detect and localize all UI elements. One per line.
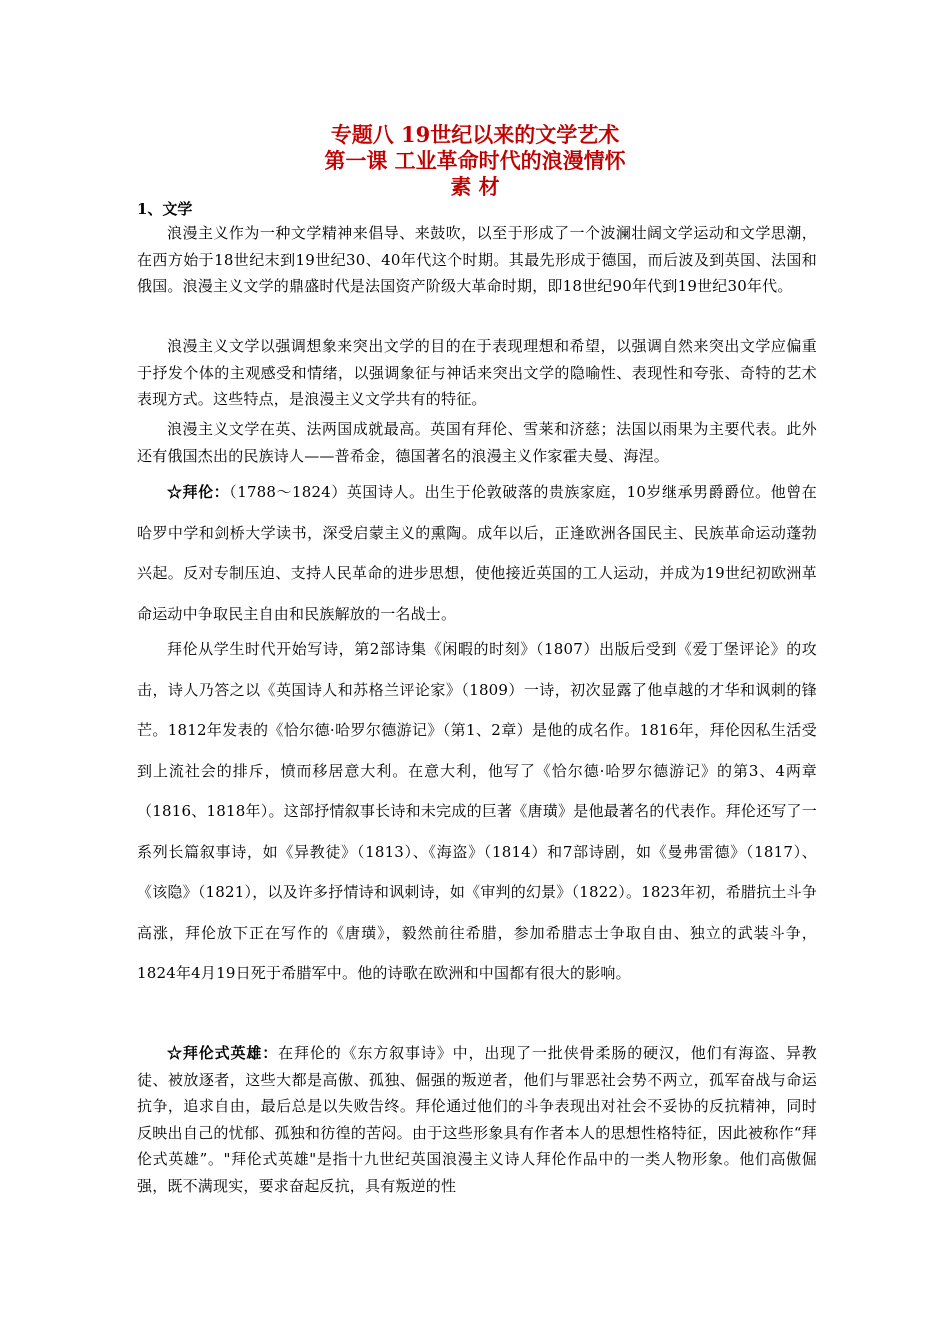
paragraph-romanticism-intro: 浪漫主义作为一种文学精神来倡导、来鼓吹，以至于形成了一个波澜壮阔文学运动和文学思潮，在西方始于18世纪末到19世纪30、40年代这个时期。其最先形成于德国，而后波及到英国、法国和俄国。浪漫主义文学的鼎盛时代是法国资产阶级大革命时期，即18世纪90年代到19世纪30年代。 <box>137 224 817 295</box>
paragraph-byron-bio <box>137 472 817 634</box>
byron-bio-text: （1788～1824）英国诗人。出生于伦敦破落的贵族家庭，10岁继承男爵爵位。他曾在哈罗中学和剑桥大学读书，深受启蒙主义的熏陶。成年以后，正逢欧洲各国民主、民族革命运动蓬勃兴起。反对专制压迫、支持人民革命的进步思想，使他接近英国的工人运动，并成为19世纪初欧洲革命运动中争取民主自由和民族解放的一名战士。 <box>137 483 817 623</box>
lesson-title: 第一课 工业革命时代的浪漫情怀 <box>324 148 626 173</box>
paragraph-byron-works: 拜伦从学生时代开始写诗，第2部诗集《闲暇的时刻》（1807）出版后受到《爱丁堡评论》的攻击，诗人乃答之以《英国诗人和苏格兰评论家》（1809）一诗，初次显露了他卓越的才华和讽刺的锋芒。1812年发表的《恰尔德·哈罗尔德游记》（第1、2章）是他的成名作。1816年，拜伦因私生活受到上流社会的排斥，愤而移居意大利。在意大利，他写了《恰尔德·哈罗尔德游记》的第3、4两章（1816、1818年）。这部抒情叙事长诗和未完成的巨著《唐璜》是他最著名的代表作。拜伦还写了一系列长篇叙事诗，如《异教徒》（1813）、《海盗》（1814）和7部诗剧，如《曼弗雷德》（1817）、《该隐》（1821），以及许多抒情诗和讽刺诗，如《审判的幻景》（1822）。1823年初，希腊抗土斗争高涨，拜伦放下正在写作的《唐璜》，毅然前往希腊，参加希腊志士争取自由、独立的武装斗争，1824年4月19日死于希腊军中。他的诗歌在欧洲和中国都有很大的影响。 <box>137 640 817 982</box>
paragraph-byronic-hero <box>137 1040 817 1199</box>
byronic-hero-text: 在拜伦的《东方叙事诗》中，出现了一批侠骨柔肠的硬汉，他们有海盗、异教徒、被放逐者，这些大都是高傲、孤独、倔强的叛逆者，他们与罪恶社会势不两立，孤军奋战与命运抗争，追求自由，最后总是以失败告终。拜伦通过他们的斗争表现出对社会不妥协的反抗精神，同时反映出自己的忧郁、孤独和彷徨的苦闷。由于这些形象具有作者本人的思想性格特征，因此被称作“拜伦式英雄”。"拜伦式英雄"是指十九世纪英国浪漫主义诗人拜伦作品中的一类人物形象。他们高傲倔强，既不满现实，要求奋起反抗，具有叛逆的性 <box>137 1044 817 1195</box>
title-block <box>0 122 950 200</box>
paragraph-romanticism-achievements: 浪漫主义文学在英、法两国成就最高。英国有拜伦、雪莱和济慈；法国以雨果为主要代表。此外还有俄国杰出的民族诗人——普希金，德国著名的浪漫主义作家霍夫曼、海涅。 <box>137 420 817 465</box>
paragraph-romanticism-features: 浪漫主义文学以强调想象来突出文学的目的在于表现理想和希望，以强调自然来突出文学应偏重于抒发个体的主观感受和情绪，以强调象征与神话来突出文学的隐喻性、表现性和夸张、奇特的艺术表现方式。这些特点，是浪漫主义文学共有的特征。 <box>137 337 817 408</box>
byronic-hero-label: ☆拜伦式英雄： <box>167 1044 279 1062</box>
byron-label: ☆拜伦： <box>167 483 230 501</box>
topic-title: 专题八 19世纪以来的文学艺术 <box>330 122 620 147</box>
material-title: 素 材 <box>450 174 500 199</box>
section-heading: 1、文学 <box>137 200 193 218</box>
